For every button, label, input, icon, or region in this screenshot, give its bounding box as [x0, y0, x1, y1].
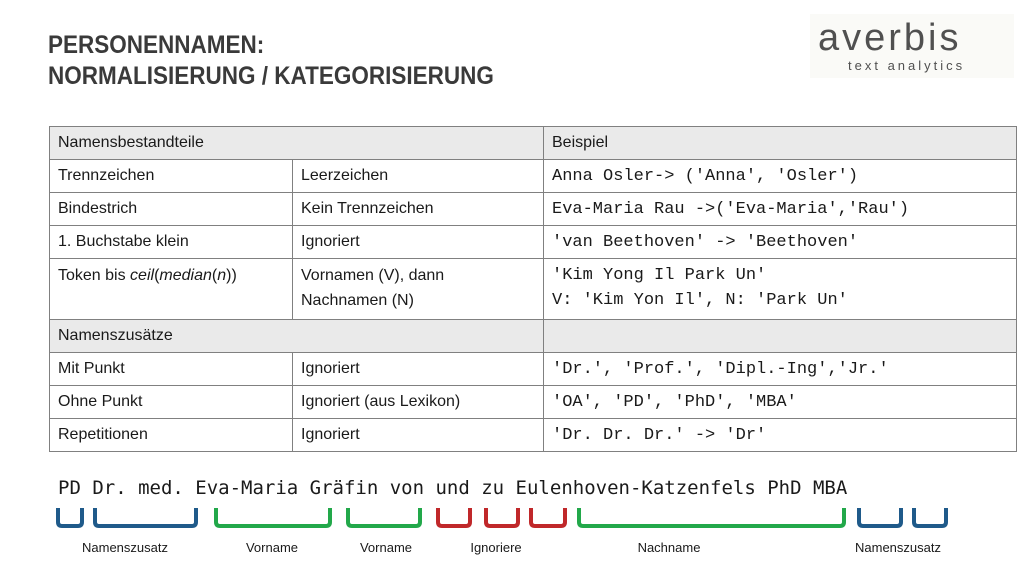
- bracket-und: [486, 508, 518, 526]
- bracket-von: [438, 508, 470, 526]
- bracket-dr-med: [95, 508, 196, 526]
- example-full-name: PD Dr. med. Eva-Maria Gräfin von und zu Eulenhoven-Katzenfels PhD MBA: [58, 477, 848, 499]
- token-ceil: ceil: [130, 267, 155, 284]
- logo-tagline: text analytics: [848, 58, 966, 73]
- rule-line-2: Nachnamen (N): [301, 292, 414, 309]
- bracket-eva-maria: [216, 508, 330, 526]
- cell-part: Bindestrich: [50, 193, 293, 226]
- logo-wordmark: averbis: [818, 17, 962, 59]
- bracket-label-namenszusatz: Namenszusatz: [82, 540, 168, 555]
- table-row-token: [50, 259, 1017, 320]
- cell-example: Eva-Maria Rau ->('Eva-Maria','Rau'): [544, 193, 1017, 226]
- cell-part: Ohne Punkt: [50, 386, 293, 419]
- averbis-logo: [810, 14, 1014, 78]
- bracket-zu: [531, 508, 565, 526]
- cell-rule: Ignoriert: [293, 226, 544, 259]
- bracket-label-ignoriere: Ignoriere: [470, 540, 522, 555]
- cell-rule: Leerzeichen: [293, 160, 544, 193]
- token-brackets: [0, 505, 1024, 541]
- subheader-empty: [544, 320, 1017, 353]
- bracket-graefin: [348, 508, 420, 526]
- cell-part-token: [50, 259, 293, 320]
- table-subheader-row: [50, 320, 1017, 353]
- cell-part: Repetitionen: [50, 419, 293, 452]
- table-row: [50, 353, 1017, 386]
- table-header-row: [50, 127, 1017, 160]
- bracket-mba: [914, 508, 946, 526]
- cell-part: Mit Punkt: [50, 353, 293, 386]
- token-n: n: [217, 267, 227, 284]
- bracket-nachname: [579, 508, 844, 526]
- example-line-2: V: 'Kim Yon Il', N: 'Park Un': [552, 291, 848, 310]
- cell-part: 1. Buchstabe klein: [50, 226, 293, 259]
- bracket-label-namenszusatz-2: Namenszusatz: [855, 540, 941, 555]
- cell-example: 'Dr. Dr. Dr.' -> 'Dr': [544, 419, 1017, 452]
- title-line-1: PERSONENNAMEN:: [48, 31, 265, 59]
- bracket-label-nachname: Nachname: [637, 540, 701, 555]
- table-row: [50, 419, 1017, 452]
- table-row: [50, 193, 1017, 226]
- cell-example-token: [544, 259, 1017, 320]
- token-close: )): [226, 267, 237, 284]
- token-open: (: [154, 267, 160, 284]
- bracket-label-vorname-2: Vorname: [359, 540, 413, 555]
- cell-rule: Ignoriert: [293, 353, 544, 386]
- subheader-name-additions: Namenszusätze: [50, 320, 544, 353]
- cell-example: Anna Osler-> ('Anna', 'Osler'): [544, 160, 1017, 193]
- rule-line-1: Vornamen (V), dann: [301, 267, 445, 284]
- bracket-pd: [58, 508, 82, 526]
- table-row: [50, 160, 1017, 193]
- name-rules-table: [49, 126, 1017, 452]
- example-line-1: 'Kim Yong Il Park Un': [552, 266, 767, 285]
- cell-example: 'OA', 'PD', 'PhD', 'MBA': [544, 386, 1017, 419]
- bracket-label-vorname: Vorname: [245, 540, 299, 555]
- cell-example: 'Dr.', 'Prof.', 'Dipl.-Ing','Jr.': [544, 353, 1017, 386]
- token-open2: (: [211, 267, 218, 284]
- cell-rule: Ignoriert (aus Lexikon): [293, 386, 544, 419]
- cell-rule-token: [293, 259, 544, 320]
- cell-example: 'van Beethoven' -> 'Beethoven': [544, 226, 1017, 259]
- cell-rule: Kein Trennzeichen: [293, 193, 544, 226]
- cell-rule: Ignoriert: [293, 419, 544, 452]
- bracket-phd: [859, 508, 901, 526]
- header-name-parts: Namensbestandteile: [50, 127, 544, 160]
- cell-part: Trennzeichen: [50, 160, 293, 193]
- slide-title: [48, 30, 494, 92]
- table-row: [50, 226, 1017, 259]
- header-example: Beispiel: [544, 127, 1017, 160]
- token-prefix: Token bis: [58, 267, 131, 284]
- title-line-2: NORMALISIERUNG / KATEGORISIERUNG: [48, 62, 494, 90]
- token-median: median: [159, 267, 212, 284]
- table-row: [50, 386, 1017, 419]
